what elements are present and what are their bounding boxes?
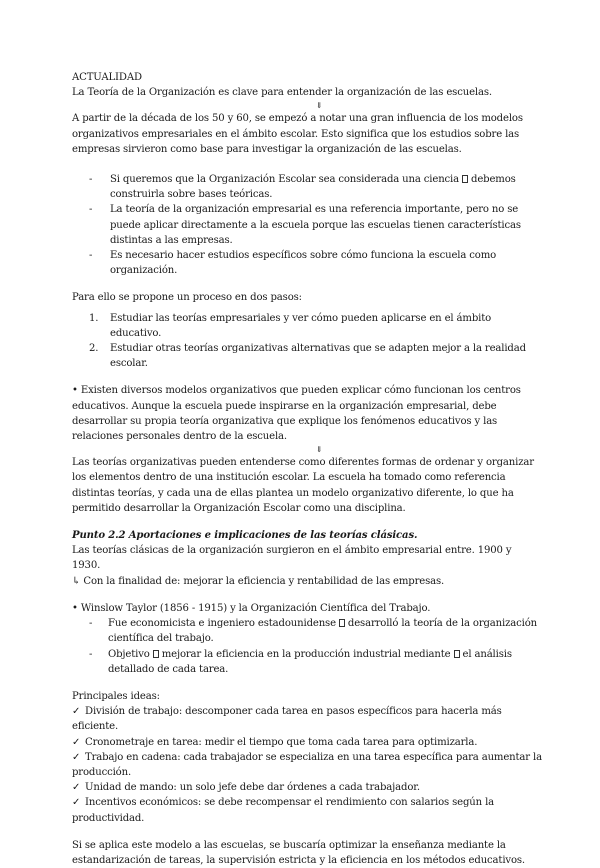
- taylor-heading: • Winslow Taylor (1856 - 1915) y la Organización Científica del Trabajo.: [72, 602, 431, 614]
- down-arrow-icon: ⇓: [315, 445, 323, 455]
- check-icon: ✓: [72, 797, 81, 809]
- paragraph-influence: A partir de la década de los 50 y 60, se empezó a notar una gran influencia de los modelos organizativos empresariales en el ámbito escolar. Esto significa que los estudios sobre las empresas sirvieron como base para investigar la organización de las escuelas.: [72, 113, 523, 155]
- paragraph-process: Para ello se propone un proceso en dos pasos:: [72, 292, 302, 304]
- check-icon: ✓: [72, 751, 81, 763]
- paragraph-theories: Las teorías organizativas pueden entenderse como diferentes formas de ordenar y organizar los elementos dentro de una institución escolar. La escuela ha tomado como referencia distintas teorías, y cada una de ellas plantea un modelo organizativo diferente, lo que ha permitido desarrollar la Organización Escolar como una disciplina.: [72, 457, 534, 514]
- list-item: - Es necesario hacer estudios específicos sobre cómo funciona la escuela como organización.: [72, 248, 542, 278]
- missing-glyph-icon: [339, 619, 345, 627]
- paragraph-models: • Existen diversos modelos organizativos que pueden explicar cómo funcionan los centros educativos. Aunque la escuela puede inspirarse en la organización empresarial, debe desarrollar su propia teoría organizativa que explique los fenómenos educativos y las relaciones personales dentro de la escuela.: [72, 385, 521, 443]
- intro-paragraph: La Teoría de la Organización es clave para entender la organización de las escuelas.: [72, 87, 492, 99]
- section-title: Punto 2.2 Aportaciones e implicaciones de las teorías clásicas.: [72, 530, 418, 542]
- list-item: ✓ Unidad de mando: un solo jefe debe dar órdenes a cada trabajador.: [72, 780, 542, 795]
- paragraph-purpose: ↳ Con la finalidad de: mejorar la eficiencia y rentabilidad de las empresas.: [72, 575, 445, 587]
- paragraph-classical: Las teorías clásicas de la organización surgieron en el ámbito empresarial entre. 1900 y 1930.: [72, 545, 512, 572]
- missing-glyph-icon: [153, 650, 159, 658]
- missing-glyph-icon: [454, 650, 460, 658]
- list-item: - La teoría de la organización empresarial es una referencia importante, pero no se puede aplicar directamente a la escuela porque las escuelas tienen características distintas a las empresas.: [72, 202, 542, 248]
- down-arrow-icon: ⇓: [315, 101, 323, 111]
- sub-arrow-icon: ↳: [72, 575, 81, 587]
- doc-heading: ACTUALIDAD: [72, 72, 142, 83]
- bullet-list-2: [72, 616, 542, 677]
- numbered-steps: [72, 311, 542, 372]
- list-item: ✓ División de trabajo: descomponer cada tarea en pasos específicos para hacerla más eficiente.: [72, 706, 502, 733]
- check-icon: ✓: [72, 706, 81, 718]
- list-item: 2. Estudiar otras teorías organizativas alternativas que se adapten mejor a la realidad escolar.: [89, 343, 526, 370]
- document-page: [72, 70, 542, 868]
- list-item: - Fue economicista e ingeniero estadounidense desarrolló la teoría de la organización científica del trabajo.: [72, 616, 542, 646]
- ideas-list: [72, 704, 542, 826]
- bullet-list-1: [72, 172, 542, 278]
- ideas-heading: Principales ideas:: [72, 690, 160, 702]
- check-icon: ✓: [72, 736, 81, 748]
- list-item: ✓ Incentivos económicos: se debe recompensar el rendimiento con salarios según la productividad.: [72, 797, 495, 824]
- list-item: ✓ Trabajo en cadena: cada trabajador se especializa en una tarea específica para aumentar la producción.: [72, 751, 542, 778]
- check-icon: ✓: [72, 782, 81, 794]
- missing-glyph-icon: [462, 175, 468, 183]
- list-item: - Si queremos que la Organización Escolar sea considerada una ciencia debemos construirla sobre bases teóricas.: [72, 172, 542, 202]
- list-item: 1. Estudiar las teorías empresariales y ver cómo pueden aplicarse en el ámbito educativo.: [89, 312, 492, 339]
- conclusion-paragraph: Si se aplica este modelo a las escuelas, se buscaría optimizar la enseñanza mediante la estandarización de tareas, la supervisión estricta y la eficiencia en los métodos educativos.: [72, 839, 525, 866]
- list-item: ✓ Cronometraje en tarea: medir el tiempo que toma cada tarea para optimizarla.: [72, 735, 542, 750]
- list-item: - Objetivo mejorar la eficiencia en la producción industrial mediante el análisis detallado de cada tarea.: [72, 647, 542, 677]
